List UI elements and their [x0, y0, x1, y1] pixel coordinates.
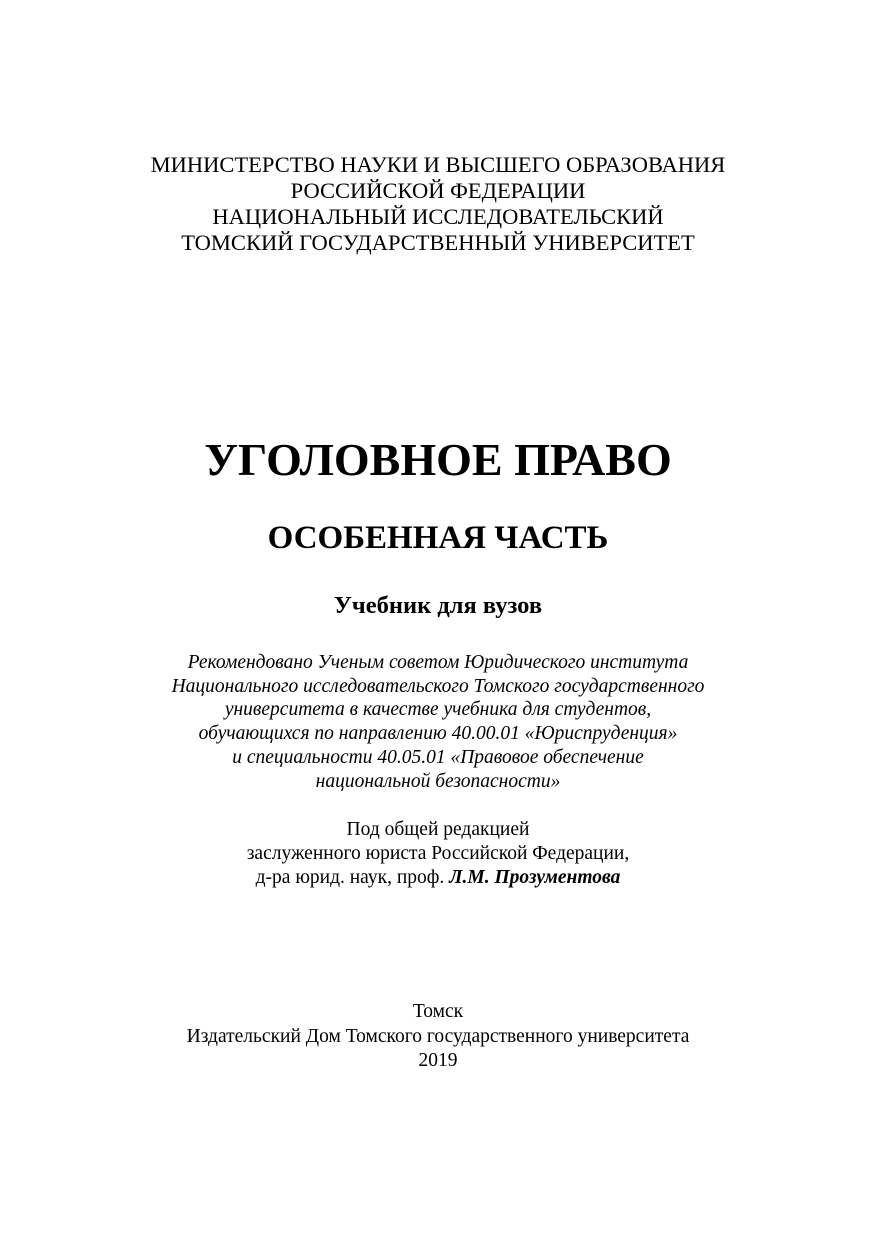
- ministry-line: РОССИЙСКОЙ ФЕДЕРАЦИИ: [290, 178, 586, 203]
- recommendation-line: Рекомендовано Ученым советом Юридического института: [187, 652, 689, 673]
- recommendation-line: и специальности 40.05.01 «Правовое обеспечение: [232, 746, 644, 768]
- editor-credit: [0, 818, 876, 890]
- imprint-city: Томск: [412, 1001, 464, 1022]
- editor-degree: д-ра юрид. наук, проф.: [255, 867, 445, 888]
- recommendation-line: национальной безопасности»: [315, 770, 561, 792]
- recommendation-line: университета в качестве учебника для студентов,: [224, 699, 652, 721]
- imprint: [0, 1000, 876, 1074]
- recommendation-line: Национального исследовательского Томского государственного: [171, 675, 705, 697]
- editor-line: заслуженного юриста Российской Федерации,: [246, 843, 630, 864]
- editor-name: Л.М. Прозументова: [449, 867, 621, 888]
- editor-line: Под общей редакцией: [346, 819, 530, 840]
- recommendation-line: обучающихся по направлению 40.00.01 «Юриспруденция»: [198, 723, 678, 745]
- book-subtitle: ОСОБЕННАЯ ЧАСТЬ: [267, 520, 609, 556]
- ministry-line: МИНИСТЕРСТВО НАУКИ И ВЫСШЕГО ОБРАЗОВАНИЯ: [150, 152, 726, 177]
- book-title: УГОЛОВНОЕ ПРАВО: [204, 434, 672, 485]
- imprint-publisher: Издательский Дом Томского государственного университета: [186, 1025, 690, 1047]
- editor-line: [0, 866, 876, 890]
- ministry-line: ТОМСКИЙ ГОСУДАРСТВЕННЫЙ УНИВЕРСИТЕТ: [181, 230, 695, 255]
- imprint-year: 2019: [418, 1050, 458, 1071]
- recommendation-text: [0, 651, 876, 793]
- book-type: Учебник для вузов: [333, 592, 543, 619]
- ministry-header: [0, 152, 876, 256]
- ministry-line: НАЦИОНАЛЬНЫЙ ИССЛЕДОВАТЕЛЬСКИЙ: [212, 204, 664, 229]
